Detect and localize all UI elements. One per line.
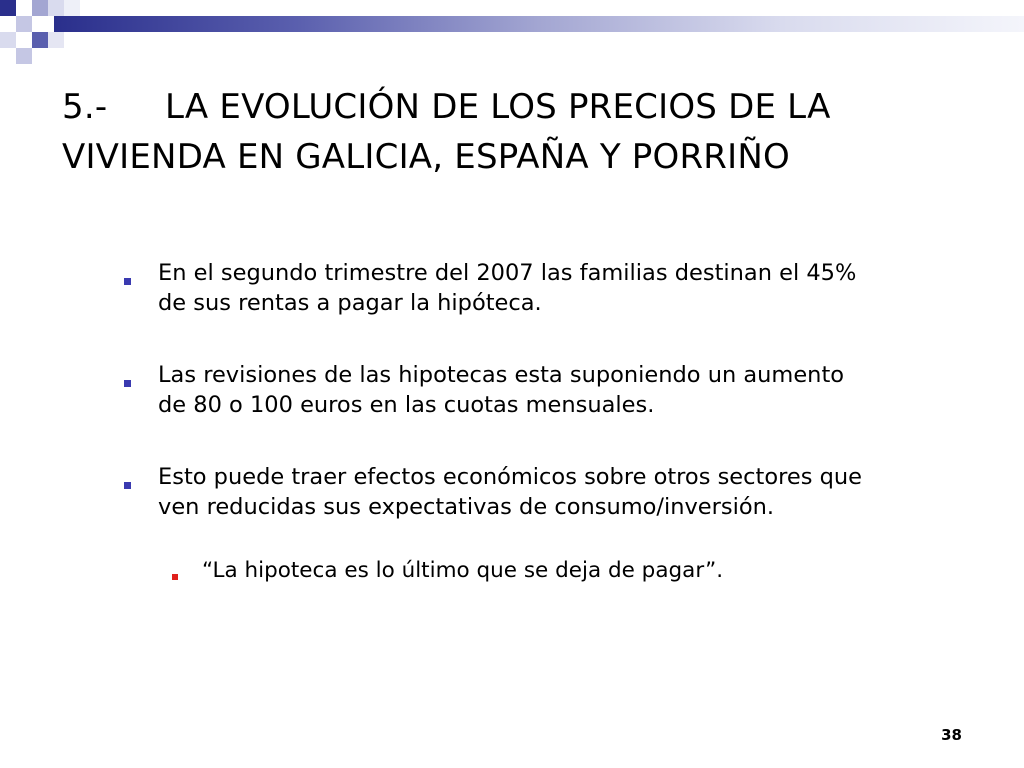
bullet-item — [120, 462, 950, 522]
decorative-gradient-bar — [54, 16, 1024, 32]
sub-bullet-square-icon — [172, 574, 178, 580]
bullet-square-icon — [124, 380, 131, 387]
title-line-2: VIVIENDA EN GALICIA, ESPAÑA Y PORRIÑO — [62, 137, 790, 177]
deco-square — [48, 32, 64, 48]
deco-square — [32, 0, 48, 16]
title-line-1 — [62, 82, 962, 132]
sub-bullet-text: “La hipoteca es lo último que se deja de pagar”. — [202, 558, 724, 583]
bullet-list — [120, 258, 950, 586]
bullet-line: Esto puede traer efectos económicos sobre otros sectores que — [158, 464, 862, 490]
deco-square — [16, 48, 32, 64]
slide-title — [62, 82, 962, 182]
sub-bullet-item — [168, 556, 950, 586]
page-number: 38 — [941, 726, 962, 744]
bullet-item — [120, 258, 950, 318]
bullet-square-icon — [124, 482, 131, 489]
title-line-1-text: LA EVOLUCIÓN DE LOS PRECIOS DE LA — [165, 87, 831, 127]
deco-square — [32, 32, 48, 48]
bullet-line: ven reducidas sus expectativas de consumo/inversión. — [158, 494, 775, 520]
bullet-item — [120, 360, 950, 420]
deco-square — [0, 32, 16, 48]
bullet-line: Las revisiones de las hipotecas esta suponiendo un aumento — [158, 362, 845, 388]
decorative-squares — [0, 0, 80, 64]
bullet-line: En el segundo trimestre del 2007 las familias destinan el 45% — [158, 260, 857, 286]
bullet-square-icon — [124, 278, 131, 285]
deco-square — [16, 16, 32, 32]
title-number: 5.- — [62, 87, 108, 127]
bullet-line: de sus rentas a pagar la hipóteca. — [158, 290, 542, 316]
bullet-line: de 80 o 100 euros en las cuotas mensuales. — [158, 392, 655, 418]
deco-square — [48, 0, 64, 16]
deco-square — [64, 0, 80, 16]
deco-square — [0, 0, 16, 16]
